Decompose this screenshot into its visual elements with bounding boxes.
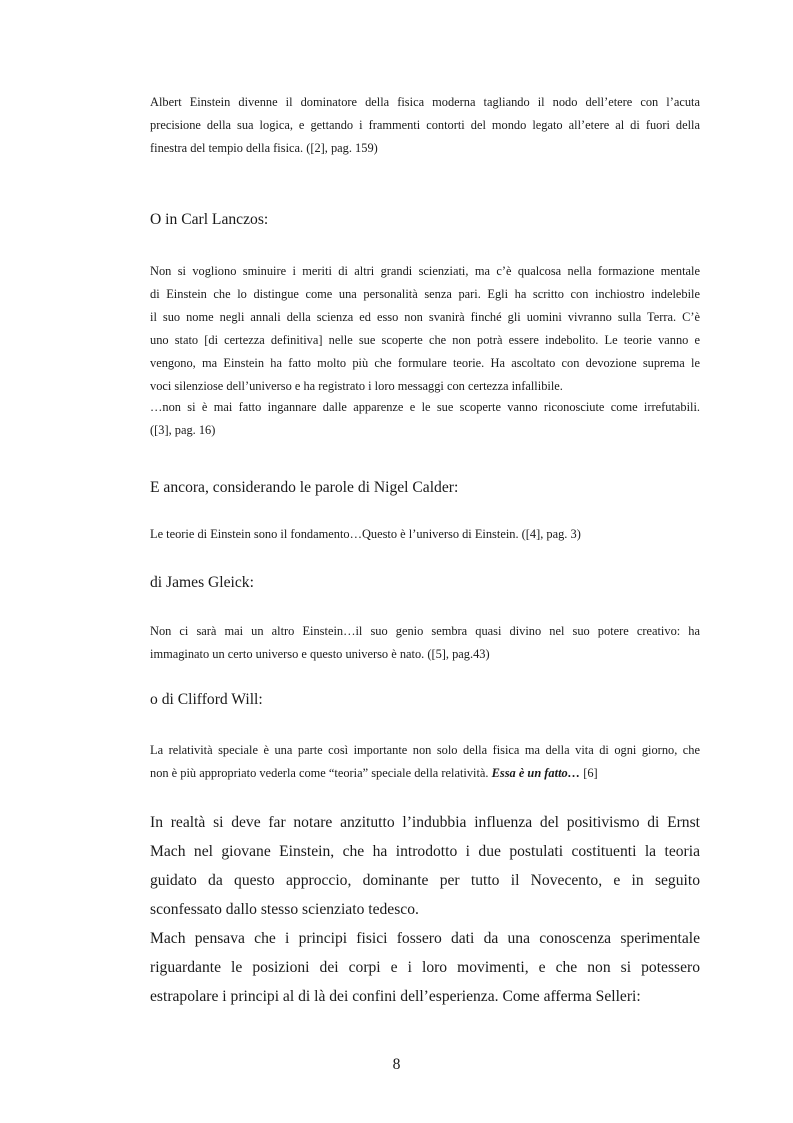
intro-calder: E ancora, considerando le parole di Nigel Calder: (150, 479, 459, 496)
quote-line: La relatività speciale è una parte così importante non solo della fisica ma della vita di ogni giorno, che (150, 743, 700, 757)
quote-will (150, 739, 700, 785)
emphasis-text: Essa è un fatto… (491, 766, 581, 780)
quote-line: uno stato [di certezza definitiva] nelle sue scoperte che non potrà essere indebolito. Le teorie vanno e (150, 333, 700, 347)
citation-text: [6] (580, 766, 598, 780)
intro-gleick: di James Gleick: (150, 574, 254, 591)
intro-lanczos: O in Carl Lanczos: (150, 211, 269, 228)
quote-line: Albert Einstein divenne il dominatore della fisica moderna tagliando il nodo dell’etere con l’acuta (150, 95, 700, 109)
quote-gleick (150, 620, 700, 666)
quote-line: voci silenziose dell’universo e ha registrato i loro messaggi con certezza infallibile. (150, 379, 563, 393)
body-line: Mach nel giovane Einstein, che ha introdotto i due postulati costituenti la teoria (150, 843, 700, 860)
body-paragraph (150, 808, 700, 1011)
quote-line: Le teorie di Einstein sono il fondamento…Questo è l’universo di Einstein. ([4], pag. 3) (150, 527, 581, 541)
page-number: 8 (392, 1056, 401, 1073)
body-line: riguardante le posizioni dei corpi e i loro movimenti, e che non si potessero (150, 959, 700, 976)
quote-text: non è più appropriato vederla come “teoria” speciale della relatività. (150, 766, 492, 780)
quote-line: precisione della sua logica, e gettando i frammenti contorti del mondo legato all’etere al di fuori della (150, 118, 700, 132)
quote-line: finestra del tempio della fisica. ([2], pag. 159) (150, 141, 378, 155)
quote-line: …non si è mai fatto ingannare dalle apparenze e le sue scoperte vanno riconosciute come irrefutabili. (150, 400, 700, 414)
quote-lanczos (150, 260, 700, 442)
quote-calder (150, 523, 700, 546)
quote-line: Non ci sarà mai un altro Einstein…il suo genio sembra quasi divino nel suo potere creativo: ha (150, 624, 700, 638)
intro-will: o di Clifford Will: (150, 691, 263, 708)
body-line: estrapolare i principi al di là dei confini dell’esperienza. Come afferma Selleri: (150, 988, 641, 1005)
quote-line: Non si vogliono sminuire i meriti di altri grandi scienziati, ma c’è qualcosa nella formazione mentale (150, 264, 700, 278)
quote-line: ([3], pag. 16) (150, 423, 216, 437)
body-line: In realtà si deve far notare anzitutto l’indubbia influenza del positivismo di Ernst (150, 814, 700, 831)
quote-line: immaginato un certo universo e questo universo è nato. ([5], pag.43) (150, 647, 490, 661)
body-line: sconfessato dallo stesso scienziato tedesco. (150, 901, 419, 918)
quote-einstein-ether (150, 91, 700, 160)
body-line: guidato da questo approccio, dominante per tutto il Novecento, e in seguito (150, 872, 700, 889)
quote-line: di Einstein che lo distingue come una personalità senza pari. Egli ha scritto con inchiostro indelebile (150, 287, 700, 301)
quote-line: il suo nome negli annali della scienza ed esso non svanirà finché gli uomini vivranno sulla Terra. C’è (150, 310, 700, 324)
quote-line (150, 762, 700, 785)
quote-line: vengono, ma Einstein ha fatto molto più che formulare teorie. Ha ascoltato con devozione suprema le (150, 356, 700, 370)
body-line: Mach pensava che i principi fisici fossero dati da una conoscenza sperimentale (150, 930, 700, 947)
